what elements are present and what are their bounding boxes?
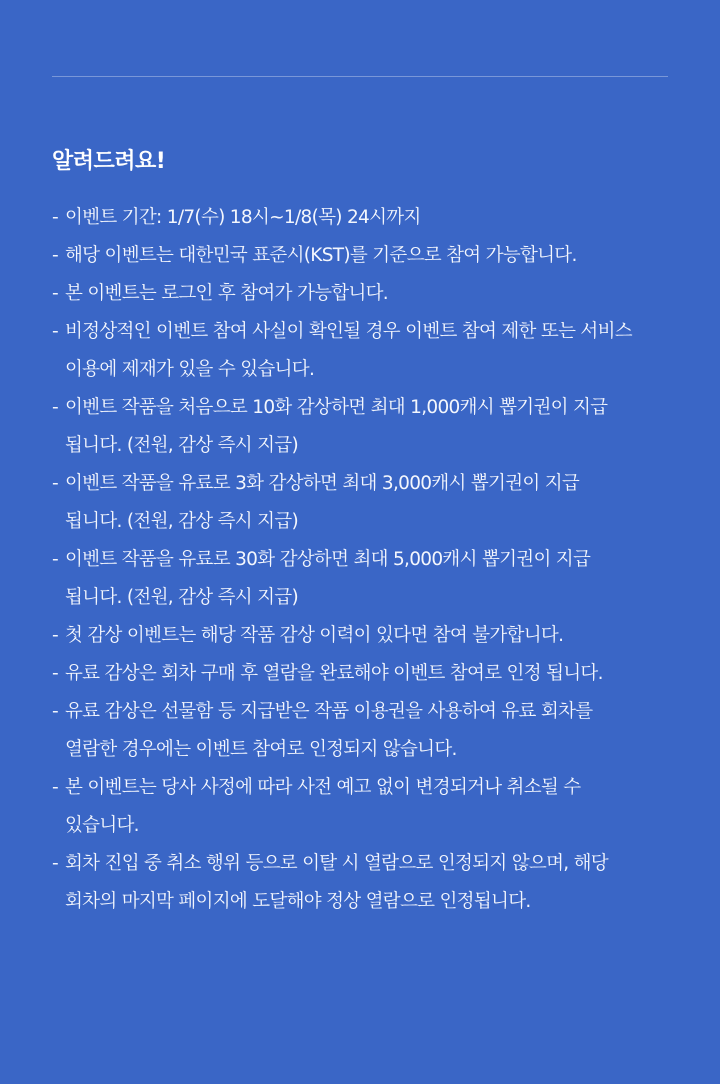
notice-item-text: 유료 감상은 선물함 등 지급받은 작품 이용권을 사용하여 유료 회차를	[65, 701, 593, 722]
notice-item-text: 됩니다. (전원, 감상 즉시 지급)	[65, 511, 299, 532]
notice-item-text: 회차 진입 중 취소 행위 등으로 이탈 시 열람으로 인정되지 않으며, 해당	[65, 853, 608, 874]
notice-section	[52, 146, 678, 924]
notice-item	[52, 772, 678, 842]
bullet-dash: -	[52, 701, 58, 722]
notice-title: 알려드려요!	[52, 149, 166, 174]
notice-item-text: 첫 감상 이벤트는 해당 작품 감상 이력이 있다면 참여 불가합니다.	[65, 625, 564, 646]
notice-item-text: 이용에 제재가 있을 수 있습니다.	[65, 359, 315, 380]
bullet-dash: -	[52, 549, 58, 570]
bullet-dash: -	[52, 473, 58, 494]
notice-item	[52, 620, 678, 652]
notice-item	[52, 848, 678, 918]
bullet-dash: -	[52, 207, 58, 228]
bullet-dash: -	[52, 663, 58, 684]
bullet-dash: -	[52, 853, 58, 874]
notice-item-text: 이벤트 기간: 1/7(수) 18시~1/8(목) 24시까지	[65, 207, 421, 228]
notice-item	[52, 544, 678, 614]
notice-item-text: 본 이벤트는 로그인 후 참여가 가능합니다.	[65, 283, 388, 304]
notice-item-text: 이벤트 작품을 유료로 3화 감상하면 최대 3,000캐시 뽑기권이 지급	[65, 473, 580, 494]
notice-item-text: 이벤트 작품을 처음으로 10화 감상하면 최대 1,000캐시 뽑기권이 지급	[65, 397, 608, 418]
notice-item	[52, 316, 678, 386]
notice-item	[52, 278, 678, 310]
notice-item-text: 본 이벤트는 당사 사정에 따라 사전 예고 없이 변경되거나 취소될 수	[65, 777, 581, 798]
notice-item	[52, 202, 678, 234]
notice-item-text: 됩니다. (전원, 감상 즉시 지급)	[65, 435, 299, 456]
notice-item-text: 됩니다. (전원, 감상 즉시 지급)	[65, 587, 299, 608]
top-divider	[52, 76, 668, 77]
notice-item-text: 있습니다.	[65, 815, 139, 836]
notice-item-text: 이벤트 작품을 유료로 30화 감상하면 최대 5,000캐시 뽑기권이 지급	[65, 549, 591, 570]
bullet-dash: -	[52, 625, 58, 646]
notice-item	[52, 240, 678, 272]
bullet-dash: -	[52, 777, 58, 798]
bullet-dash: -	[52, 283, 58, 304]
notice-list	[52, 202, 678, 918]
notice-item	[52, 468, 678, 538]
notice-item-text: 해당 이벤트는 대한민국 표준시(KST)를 기준으로 참여 가능합니다.	[65, 245, 577, 266]
notice-item-text: 유료 감상은 회차 구매 후 열람을 완료해야 이벤트 참여로 인정 됩니다.	[65, 663, 603, 684]
notice-item	[52, 392, 678, 462]
bullet-dash: -	[52, 245, 58, 266]
notice-item-text: 열람한 경우에는 이벤트 참여로 인정되지 않습니다.	[65, 739, 457, 760]
bullet-dash: -	[52, 397, 58, 418]
notice-item	[52, 658, 678, 690]
notice-item	[52, 696, 678, 766]
bullet-dash: -	[52, 321, 58, 342]
notice-item-text: 비정상적인 이벤트 참여 사실이 확인될 경우 이벤트 참여 제한 또는 서비스	[65, 321, 632, 342]
notice-item-text: 회차의 마지막 페이지에 도달해야 정상 열람으로 인정됩니다.	[65, 891, 531, 912]
